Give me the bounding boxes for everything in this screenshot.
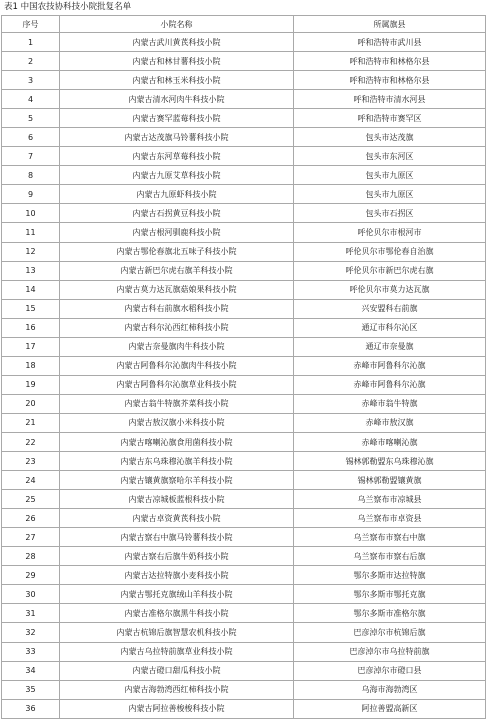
cell-county: 锡林郭勒盟东乌珠穆沁旗	[294, 452, 486, 471]
cell-county: 呼伦贝尔市新巴尔虎右旗	[294, 261, 486, 280]
cell-courtyard-name: 内蒙古翁牛特旗芥菜科技小院	[60, 394, 294, 413]
cell-serial-number: 33	[2, 642, 60, 661]
cell-serial-number: 29	[2, 566, 60, 585]
cell-county: 呼和浩特市武川县	[294, 33, 486, 52]
cell-courtyard-name: 内蒙古科右前旗水稻科技小院	[60, 299, 294, 318]
cell-courtyard-name: 内蒙古鄂伦春旗北五味子科技小院	[60, 242, 294, 261]
table-row	[2, 471, 486, 490]
cell-courtyard-name: 内蒙古海勃湾西红柿科技小院	[60, 680, 294, 699]
cell-courtyard-name: 内蒙古准格尔旗黑牛科技小院	[60, 604, 294, 623]
table-row	[2, 223, 486, 242]
cell-courtyard-name: 内蒙古奈曼旗肉牛科技小院	[60, 337, 294, 356]
cell-serial-number: 3	[2, 71, 60, 90]
cell-serial-number: 20	[2, 394, 60, 413]
cell-courtyard-name: 内蒙古新巴尔虎右旗羊科技小院	[60, 261, 294, 280]
table-row	[2, 318, 486, 337]
table-row	[2, 413, 486, 432]
table-row	[2, 356, 486, 375]
table-row	[2, 432, 486, 451]
cell-county: 赤峰市翁牛特旗	[294, 394, 486, 413]
cell-county: 鄂尔多斯市达拉特旗	[294, 566, 486, 585]
table-row	[2, 375, 486, 394]
cell-serial-number: 32	[2, 623, 60, 642]
table-row	[2, 299, 486, 318]
cell-courtyard-name: 内蒙古阿鲁科尔沁旗草业科技小院	[60, 375, 294, 394]
cell-serial-number: 22	[2, 432, 60, 451]
cell-county: 赤峰市敖汉旗	[294, 413, 486, 432]
cell-county: 包头市东河区	[294, 147, 486, 166]
cell-county: 通辽市科尔沁区	[294, 318, 486, 337]
cell-county: 巴彦淖尔市杭锦后旗	[294, 623, 486, 642]
cell-courtyard-name: 内蒙古科尔沁西红柿科技小院	[60, 318, 294, 337]
table-row	[2, 452, 486, 471]
cell-county: 乌兰察布市卓资县	[294, 509, 486, 528]
cell-serial-number: 24	[2, 471, 60, 490]
table-row	[2, 337, 486, 356]
cell-serial-number: 13	[2, 261, 60, 280]
cell-county: 呼和浩特市和林格尔县	[294, 71, 486, 90]
table-row	[2, 585, 486, 604]
table-row	[2, 52, 486, 71]
cell-courtyard-name: 内蒙古莫力达瓦旗菇娘果科技小院	[60, 280, 294, 299]
table-row	[2, 166, 486, 185]
cell-county: 巴彦淖尔市乌拉特前旗	[294, 642, 486, 661]
table-caption: 表1 中国农技协科技小院批复名单	[4, 2, 132, 12]
table-row	[2, 109, 486, 128]
cell-county: 呼和浩特市清水河县	[294, 90, 486, 109]
table-row	[2, 90, 486, 109]
cell-courtyard-name: 内蒙古东乌珠穆沁旗羊科技小院	[60, 452, 294, 471]
cell-county: 呼伦贝尔市鄂伦春自治旗	[294, 242, 486, 261]
cell-courtyard-name: 内蒙古东河草莓科技小院	[60, 147, 294, 166]
cell-serial-number: 30	[2, 585, 60, 604]
cell-serial-number: 15	[2, 299, 60, 318]
table-row	[2, 242, 486, 261]
cell-serial-number: 11	[2, 223, 60, 242]
cell-county: 赤峰市阿鲁科尔沁旗	[294, 356, 486, 375]
cell-county: 锡林郭勒盟镶黄旗	[294, 471, 486, 490]
cell-county: 巴彦淖尔市磴口县	[294, 661, 486, 680]
cell-county: 包头市石拐区	[294, 204, 486, 223]
cell-serial-number: 12	[2, 242, 60, 261]
cell-county: 呼和浩特市赛罕区	[294, 109, 486, 128]
table-row	[2, 204, 486, 223]
cell-courtyard-name: 内蒙古敖汉旗小米科技小院	[60, 413, 294, 432]
cell-serial-number: 4	[2, 90, 60, 109]
table-header-row	[2, 16, 486, 33]
cell-county: 呼和浩特市和林格尔县	[294, 52, 486, 71]
cell-serial-number: 10	[2, 204, 60, 223]
cell-serial-number: 34	[2, 661, 60, 680]
cell-courtyard-name: 内蒙古石拐黄豆科技小院	[60, 204, 294, 223]
table-row	[2, 490, 486, 509]
table-row	[2, 528, 486, 547]
cell-serial-number: 17	[2, 337, 60, 356]
cell-serial-number: 21	[2, 413, 60, 432]
cell-courtyard-name: 内蒙古根河驯鹿科技小院	[60, 223, 294, 242]
table-body	[2, 33, 486, 719]
cell-courtyard-name: 内蒙古和林玉米科技小院	[60, 71, 294, 90]
cell-serial-number: 28	[2, 547, 60, 566]
cell-county: 呼伦贝尔市莫力达瓦旗	[294, 280, 486, 299]
cell-county: 兴安盟科右前旗	[294, 299, 486, 318]
cell-county: 乌兰察布市凉城县	[294, 490, 486, 509]
cell-serial-number: 1	[2, 33, 60, 52]
cell-serial-number: 35	[2, 680, 60, 699]
cell-courtyard-name: 内蒙古达茂旗马铃薯科技小院	[60, 128, 294, 147]
cell-serial-number: 18	[2, 356, 60, 375]
table-row	[2, 280, 486, 299]
table-row	[2, 33, 486, 52]
cell-serial-number: 36	[2, 699, 60, 718]
table-row	[2, 71, 486, 90]
cell-county: 阿拉善盟高新区	[294, 699, 486, 718]
cell-courtyard-name: 内蒙古察右中旗马铃薯科技小院	[60, 528, 294, 547]
cell-courtyard-name: 内蒙古九原虾科技小院	[60, 185, 294, 204]
cell-courtyard-name: 内蒙古武川黄芪科技小院	[60, 33, 294, 52]
cell-courtyard-name: 内蒙古凉城板蓝根科技小院	[60, 490, 294, 509]
table-row	[2, 699, 486, 718]
cell-serial-number: 31	[2, 604, 60, 623]
cell-courtyard-name: 内蒙古卓资黄芪科技小院	[60, 509, 294, 528]
table-row	[2, 604, 486, 623]
cell-serial-number: 14	[2, 280, 60, 299]
cell-courtyard-name: 内蒙古鄂托克旗绒山羊科技小院	[60, 585, 294, 604]
cell-serial-number: 16	[2, 318, 60, 337]
header-county: 所属旗县	[294, 16, 486, 33]
cell-courtyard-name: 内蒙古达拉特旗小麦科技小院	[60, 566, 294, 585]
cell-courtyard-name: 内蒙古杭锦后旗智慧农机科技小院	[60, 623, 294, 642]
cell-courtyard-name: 内蒙古九原艾草科技小院	[60, 166, 294, 185]
cell-serial-number: 27	[2, 528, 60, 547]
cell-serial-number: 19	[2, 375, 60, 394]
cell-county: 乌兰察布市察右中旗	[294, 528, 486, 547]
table-row	[2, 147, 486, 166]
cell-county: 包头市九原区	[294, 185, 486, 204]
cell-courtyard-name: 内蒙古察右后旗牛奶科技小院	[60, 547, 294, 566]
cell-serial-number: 26	[2, 509, 60, 528]
cell-courtyard-name: 内蒙古阿拉善梭梭科技小院	[60, 699, 294, 718]
cell-serial-number: 25	[2, 490, 60, 509]
cell-serial-number: 23	[2, 452, 60, 471]
header-serial-number: 序号	[2, 16, 60, 33]
table-row	[2, 185, 486, 204]
cell-serial-number: 6	[2, 128, 60, 147]
cell-county: 通辽市奈曼旗	[294, 337, 486, 356]
cell-courtyard-name: 内蒙古阿鲁科尔沁旗肉牛科技小院	[60, 356, 294, 375]
table-row	[2, 261, 486, 280]
cell-county: 赤峰市喀喇沁旗	[294, 432, 486, 451]
cell-county: 乌兰察布市察右后旗	[294, 547, 486, 566]
cell-county: 鄂尔多斯市鄂托克旗	[294, 585, 486, 604]
cell-serial-number: 8	[2, 166, 60, 185]
cell-courtyard-name: 内蒙古磴口甜瓜科技小院	[60, 661, 294, 680]
table-row	[2, 547, 486, 566]
cell-courtyard-name: 内蒙古镶黄旗察哈尔羊科技小院	[60, 471, 294, 490]
cell-courtyard-name: 内蒙古喀喇沁旗食用菌科技小院	[60, 432, 294, 451]
table-row	[2, 566, 486, 585]
table-row	[2, 680, 486, 699]
cell-courtyard-name: 内蒙古赛罕蓝莓科技小院	[60, 109, 294, 128]
table-row	[2, 661, 486, 680]
cell-serial-number: 9	[2, 185, 60, 204]
courtyard-approval-table	[1, 15, 486, 719]
cell-courtyard-name: 内蒙古乌拉特前旗草业科技小院	[60, 642, 294, 661]
cell-county: 呼伦贝尔市根河市	[294, 223, 486, 242]
cell-serial-number: 7	[2, 147, 60, 166]
cell-courtyard-name: 内蒙古和林甘薯科技小院	[60, 52, 294, 71]
cell-county: 鄂尔多斯市准格尔旗	[294, 604, 486, 623]
header-courtyard-name: 小院名称	[60, 16, 294, 33]
cell-serial-number: 5	[2, 109, 60, 128]
cell-county: 包头市九原区	[294, 166, 486, 185]
table-row	[2, 509, 486, 528]
cell-county: 乌海市海勃湾区	[294, 680, 486, 699]
cell-serial-number: 2	[2, 52, 60, 71]
table-row	[2, 623, 486, 642]
table-row	[2, 394, 486, 413]
cell-county: 赤峰市阿鲁科尔沁旗	[294, 375, 486, 394]
table-row	[2, 642, 486, 661]
cell-courtyard-name: 内蒙古清水河肉牛科技小院	[60, 90, 294, 109]
table-row	[2, 128, 486, 147]
cell-county: 包头市达茂旗	[294, 128, 486, 147]
